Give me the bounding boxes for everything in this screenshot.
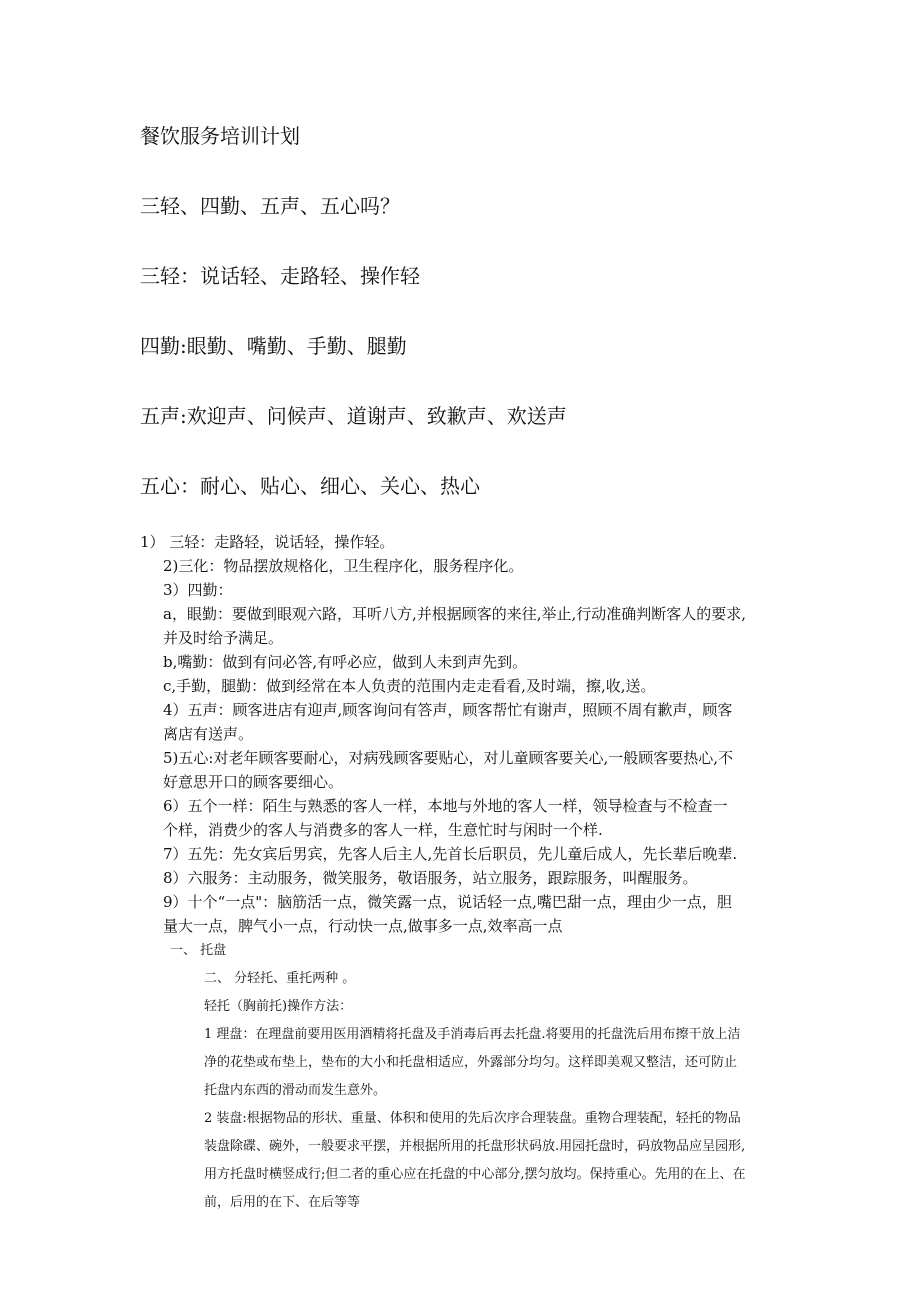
paragraph-line: 前，后用的在下、在后等等 (204, 1195, 361, 1210)
document-title: 餐饮服务培训计划 (140, 124, 300, 148)
list-item: 6）五个一样：陌生与熟悉的客人一样，本地与外地的客人一样，领导检查与不检查一 (163, 797, 728, 815)
heading-wu-xin: 五心：耐心、贴心、细心、关心、热心 (140, 474, 480, 498)
heading-question: 三轻、四勤、五声、五心吗？ (140, 194, 400, 218)
paragraph-line: 净的花垫或布垫上，垫布的大小和托盘相适应，外露部分均匀。这样即美观又整洁，还可防止 (204, 1055, 738, 1070)
list-item: 量大一点，脾气小一点，行动快一点,做事多一点,效率高一点 (163, 917, 563, 935)
list-item: 8）六服务：主动服务，微笑服务，敬语服务，站立服务，跟踪服务，叫醒服务。 (163, 869, 698, 887)
paragraph-line: 2 装盘:根据物品的形状、重量、体积和使用的先后次序合理装盘。重物合理装配，轻托的物品 (204, 1111, 741, 1126)
list-item: 4）五声：顾客进店有迎声,顾客询问有答声，顾客帮忙有谢声，照顾不周有歉声，顾客 (163, 701, 733, 719)
list-item: 个样，消费少的客人与消费多的客人一样，生意忙时与闲时一个样. (163, 821, 603, 839)
list-item: 5)五心:对老年顾客要耐心，对病残顾客要贴心，对儿童顾客要关心,一般顾客要热心,不 (163, 749, 733, 767)
list-item: 1） 三轻：走路轻，说话轻，操作轻。 (140, 533, 395, 551)
sub-heading: 轻托（胸前托)操作方法： (204, 999, 353, 1014)
paragraph-line: 装盘除碟、碗外，一般要求平摆，并根据所用的托盘形状码放.用园托盘时，码放物品应呈园形, (204, 1139, 746, 1154)
list-item: 2)三化：物品摆放规格化，卫生程序化，服务程序化。 (163, 557, 524, 575)
list-item: 3）四勤： (163, 581, 233, 599)
list-item: 离店有送声。 (163, 725, 254, 743)
list-item: 7）五先：先女宾后男宾，先客人后主人,先首长后职员，先儿童后成人，先长辈后晚辈. (163, 845, 738, 863)
paragraph-line: 1 理盘：在理盘前要用医用酒精将托盘及手消毒后再去托盘.将要用的托盘洗后用布擦干放上洁 (204, 1027, 741, 1042)
paragraph-line: 托盘内东西的滑动而发生意外。 (204, 1083, 387, 1098)
heading-wu-sheng: 五声:欢迎声、问候声、道谢声、致歉声、欢送声 (140, 404, 567, 428)
heading-si-qin: 四勤:眼勤、嘴勤、手勤、腿勤 (140, 334, 407, 358)
section-heading-tray: 一、 托盘 (170, 943, 227, 958)
paragraph-line: 用方托盘时横竖成行;但二者的重心应在托盘的中心部分,摆匀放均。保持重心。先用的在上、在 (204, 1167, 746, 1182)
list-item: a，眼勤：要做到眼观六路，耳听八方,并根据顾客的来往,举止,行动准确判断客人的要求, (163, 605, 747, 623)
list-item: 并及时给予满足。 (163, 629, 284, 647)
list-item: 好意思开口的顾客要细心。 (163, 773, 344, 791)
list-item: 9）十个“一点"：脑筋活一点，微笑露一点，说话轻一点,嘴巴甜一点，理由少一点，胆 (163, 893, 732, 911)
list-item: c,手勤，腿勤：做到经常在本人负责的范围内走走看看,及时端，擦,收,送。 (163, 677, 656, 695)
sub-heading: 二、 分轻托、重托两种 。 (204, 971, 356, 986)
heading-san-qing: 三轻：说话轻、走路轻、操作轻 (140, 264, 420, 288)
list-item: b,嘴勤：做到有问必答,有呼必应，做到人未到声先到。 (163, 653, 528, 671)
